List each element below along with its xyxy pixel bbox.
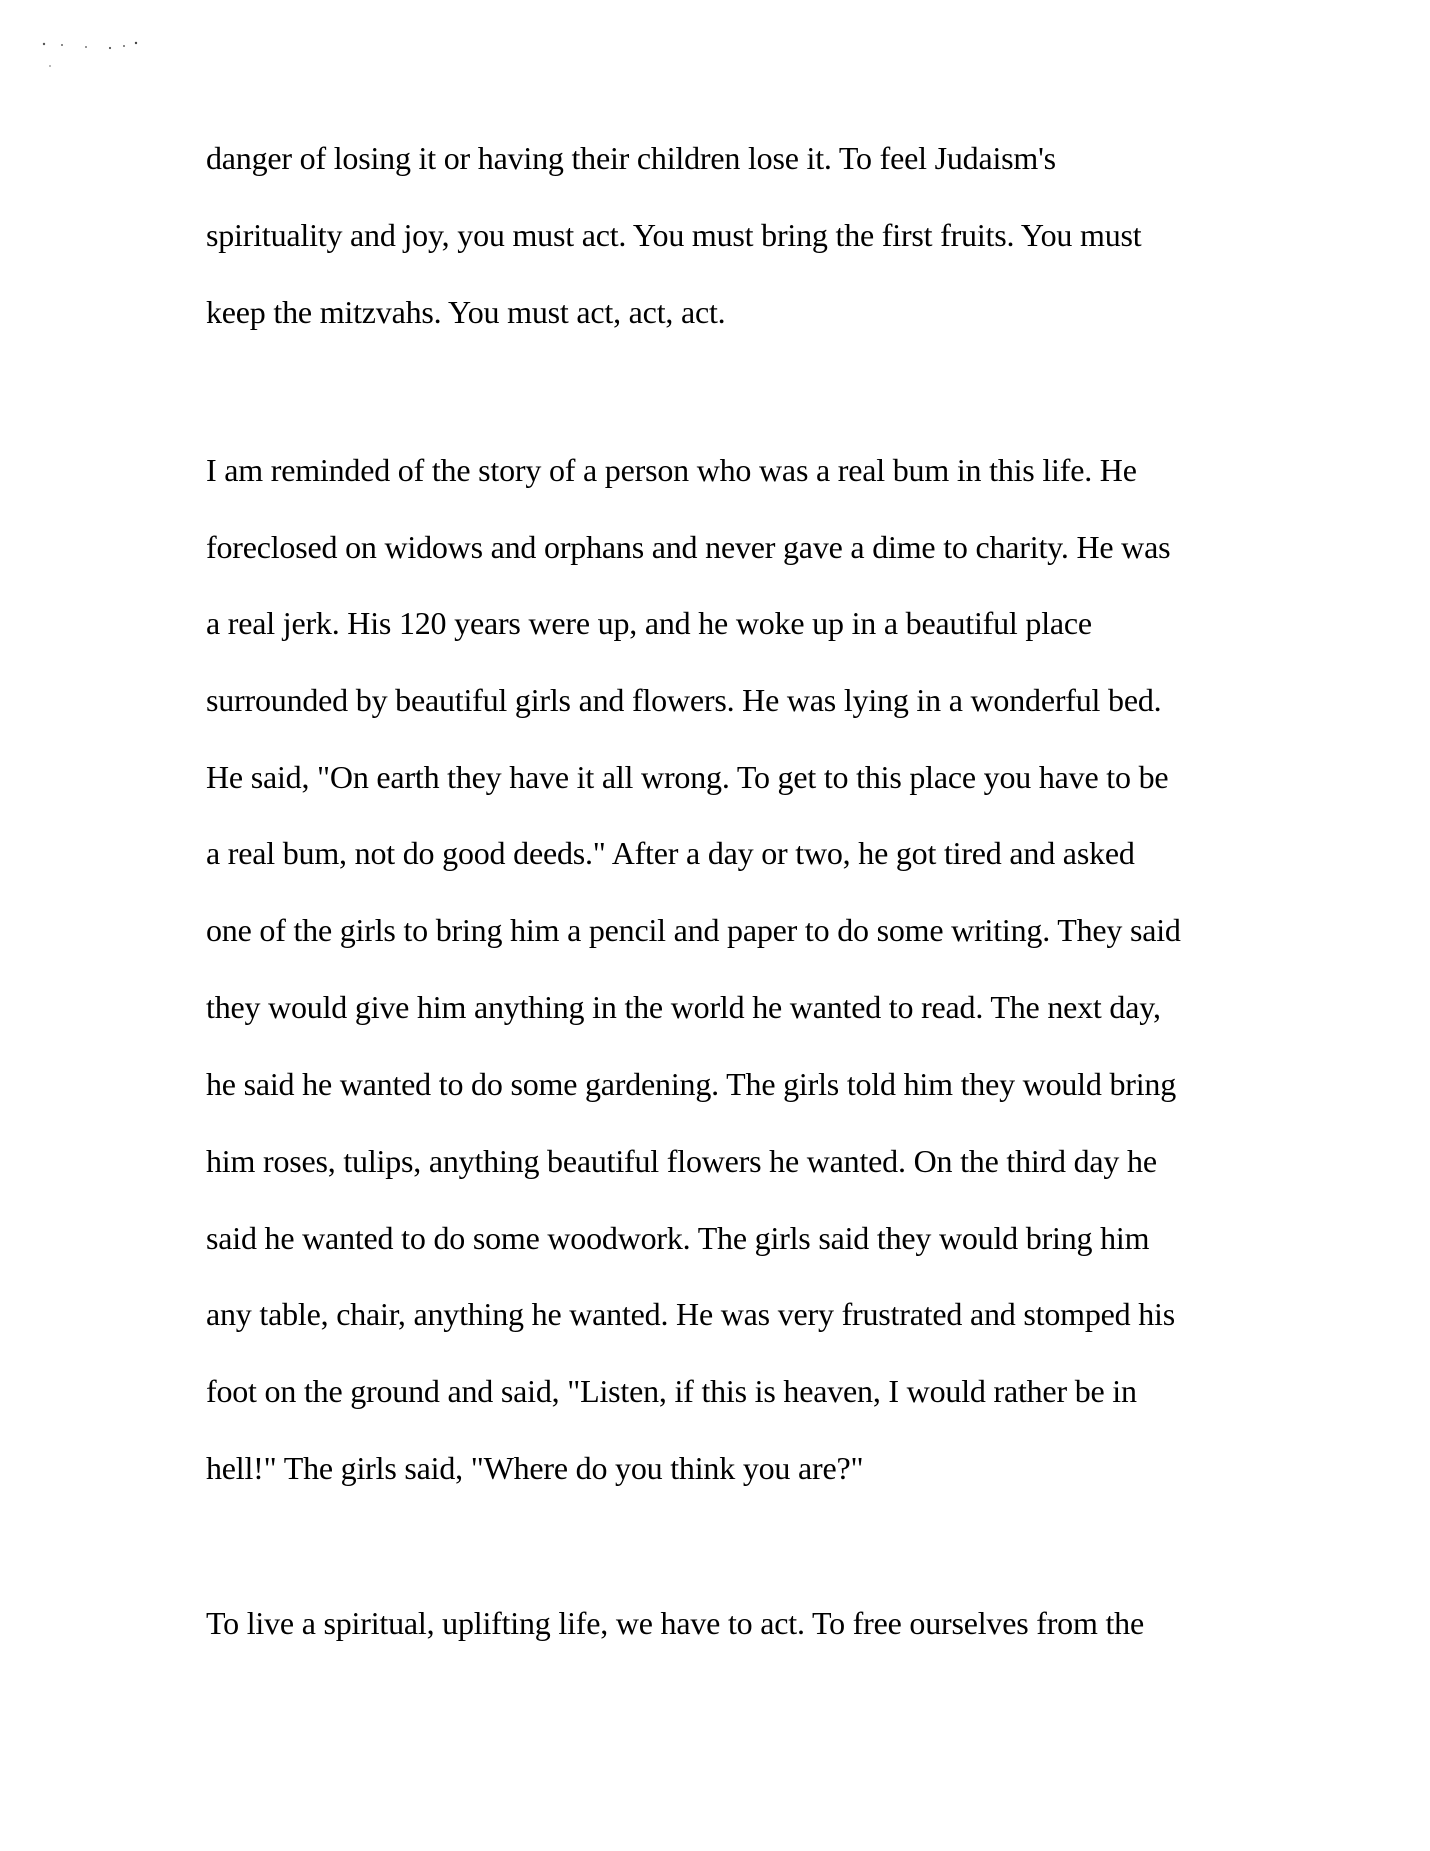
paragraph-1-line-3: keep the mitzvahs. You must act, act, act. [206,294,726,330]
paragraph-2-line-11: said he wanted to do some woodwork. The girls said they would bring him [206,1220,1150,1256]
paragraph-2-line-12: any table, chair, anything he wanted. He was very frustrated and stomped his [206,1296,1175,1332]
paragraph-1-line-2: spirituality and joy, you must act. You must bring the first fruits. You must [206,217,1142,253]
paragraph-2-line-13: foot on the ground and said, "Listen, if this is heaven, I would rather be in [206,1373,1137,1409]
paragraph-2-line-7: one of the girls to bring him a pencil and paper to do some writing. They said [206,912,1181,948]
paragraph-3-line-1: To live a spiritual, uplifting life, we have to act. To free ourselves from the [206,1605,1144,1641]
paragraph-2-line-9: he said he wanted to do some gardening. The girls told him they would bring [206,1066,1177,1102]
paragraph-1-line-1: danger of losing it or having their children lose it. To feel Judaism's [206,140,1056,176]
paragraph-2-line-10: him roses, tulips, anything beautiful flowers he wanted. On the third day he [206,1143,1157,1179]
scan-specks [40,38,150,78]
paragraph-2-line-5: He said, "On earth they have it all wrong. To get to this place you have to be [206,759,1169,795]
paragraph-2-line-3: a real jerk. His 120 years were up, and he woke up in a beautiful place [206,605,1092,641]
paragraph-2-line-1: I am reminded of the story of a person who was a real bum in this life. He [206,452,1137,488]
paragraph-2-line-2: foreclosed on widows and orphans and never gave a dime to charity. He was [206,529,1171,565]
paragraph-2-line-6: a real bum, not do good deeds." After a day or two, he got tired and asked [206,835,1135,871]
paragraph-2-line-8: they would give him anything in the world he wanted to read. The next day, [206,989,1161,1025]
paragraph-2-line-4: surrounded by beautiful girls and flowers. He was lying in a wonderful bed. [206,682,1162,718]
paragraph-2-line-14: hell!" The girls said, "Where do you think you are?" [206,1450,864,1486]
